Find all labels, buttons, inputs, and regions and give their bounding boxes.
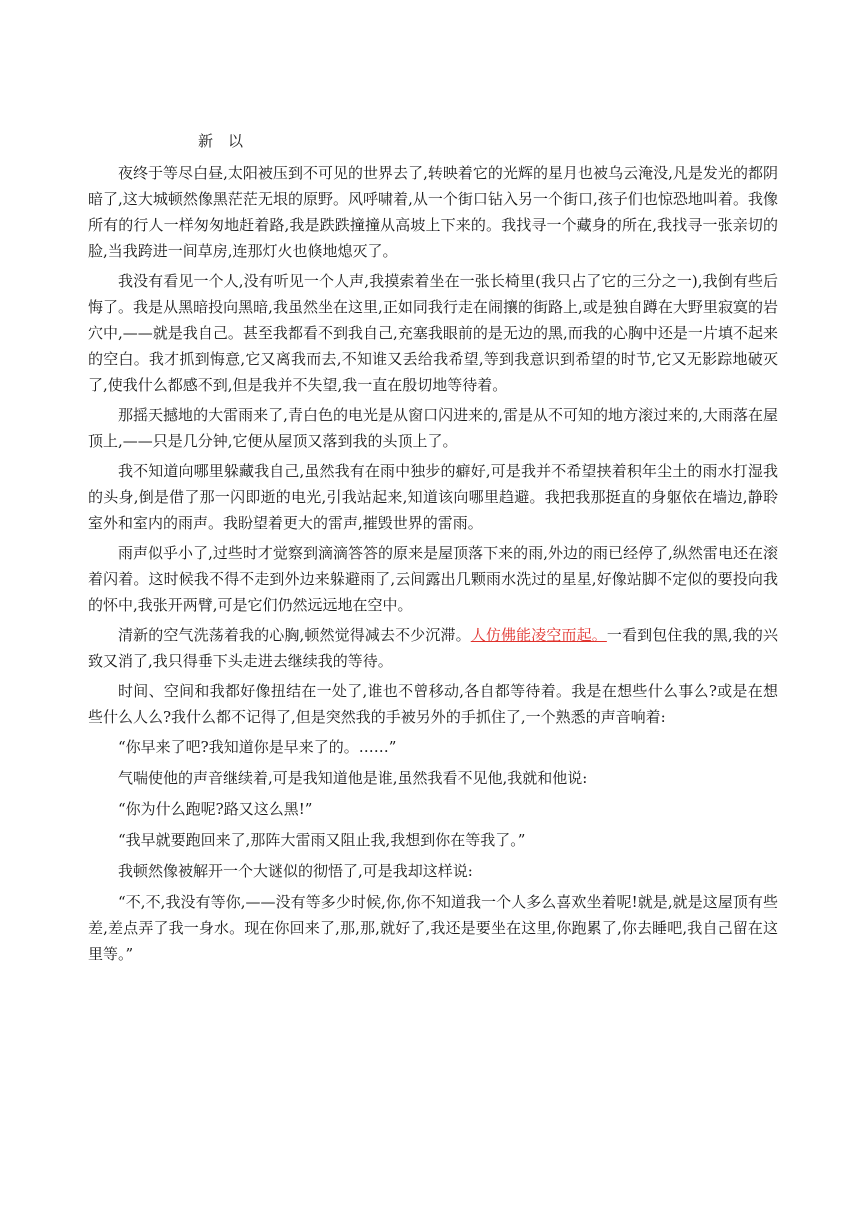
document-title: 新 以	[198, 132, 244, 150]
document-body	[88, 160, 778, 971]
paragraph-3: 那摇天撼地的大雷雨来了,青白色的电光是从窗口闪进来的,雷是从不可知的地方滚过来的,大雨落在屋顶上,——只是几分钟,它便从屋顶又落到我的头顶上了。	[88, 406, 778, 450]
highlighted-sentence: 人仿佛能凌空而起。	[470, 626, 607, 644]
paragraph-6	[88, 622, 778, 674]
paragraph-11: “我早就要跑回来了,那阵大雷雨又阻止我,我想到你在等我了。”	[118, 831, 526, 849]
paragraph-1: 夜终于等尽白昼,太阳被压到不可见的世界去了,转映着它的光辉的星月也被乌云淹没,凡是发光的都阴暗了,这大城顿然像黑茫茫无垠的原野。风呼啸着,从一个街口钻入另一个街口,孩子们也惊恐地叫着。我像所有的行人一样匆匆地赶着路,我是跌跌撞撞从高坡上下来的。我找寻一个藏身的所在,我找寻一张亲切的脸,当我跨进一间草房,连那灯火也倏地熄灭了。	[88, 164, 778, 260]
paragraph-5: 雨声似乎小了,过些时才觉察到滴滴答答的原来是屋顶落下来的雨,外边的雨已经停了,纵然雷电还在滚着闪着。这时候我不得不走到外边来躲避雨了,云间露出几颗雨水洗过的星星,好像站脚不定似的要投向我的怀中,我张开两臂,可是它们仍然远远地在空中。	[88, 544, 778, 614]
paragraph-6-after: 一看到包住我的黑,我的兴致又消了,我只得垂下头走进去继续我的等待。	[88, 626, 778, 670]
paragraph-7: 时间、空间和我都好像扭结在一处了,谁也不曾移动,各自都等待着。我是在想些什么事么?或是在想些什么人么?我什么都不记得了,但是突然我的手被另外的手抓住了,一个熟悉的声音响着:	[88, 682, 778, 726]
paragraph-12: 我顿然像被解开一个大谜似的彻悟了,可是我却这样说:	[118, 862, 473, 880]
paragraph-9: 气喘使他的声音继续着,可是我知道他是谁,虽然我看不见他,我就和他说:	[118, 769, 588, 787]
paragraph-13: “不,不,我没有等你,——没有等多少时候,你,你不知道我一个人多么喜欢坐着呢!就是,就是这屋顶有些差,差点弄了我一身水。现在你回来了,那,那,就好了,我还是要坐在这里,你跑累了,你去睡吧,我自己留在这里等。”	[88, 893, 778, 963]
paragraph-4: 我不知道向哪里躲藏我自己,虽然我有在雨中独步的癖好,可是我并不希望挟着积年尘土的雨水打湿我的头身,倒是借了那一闪即逝的电光,引我站起来,知道该向哪里趋避。我把我那挺直的身躯依在墙边,静聆室外和室内的雨声。我盼望着更大的雷声,摧毁世界的雷雨。	[88, 462, 778, 532]
paragraph-6-before: 清新的空气洗荡着我的心胸,顿然觉得减去不少沉滞。	[118, 626, 471, 644]
paragraph-2: 我没有看见一个人,没有听见一个人声,我摸索着坐在一张长椅里(我只占了它的三分之一),我倒有些后悔了。我是从黑暗投向黑暗,我虽然坐在这里,正如同我行走在闹攘的街路上,或是独自蹲在大野里寂寞的岩穴中,——就是我自己。甚至我都看不到我自己,充塞我眼前的是无边的黑,而我的心胸中还是一片填不起来的空白。我才抓到悔意,它又离我而去,不知谁又丢给我希望,等到我意识到希望的时节,它又无影踪地破灭了,使我什么都感不到,但是我并不失望,我一直在殷切地等待着。	[88, 272, 778, 394]
paragraph-10: “你为什么跑呢?路又这么黑!”	[118, 800, 313, 818]
paragraph-8: “你早来了吧?我知道你是早来了的。……”	[118, 738, 397, 756]
